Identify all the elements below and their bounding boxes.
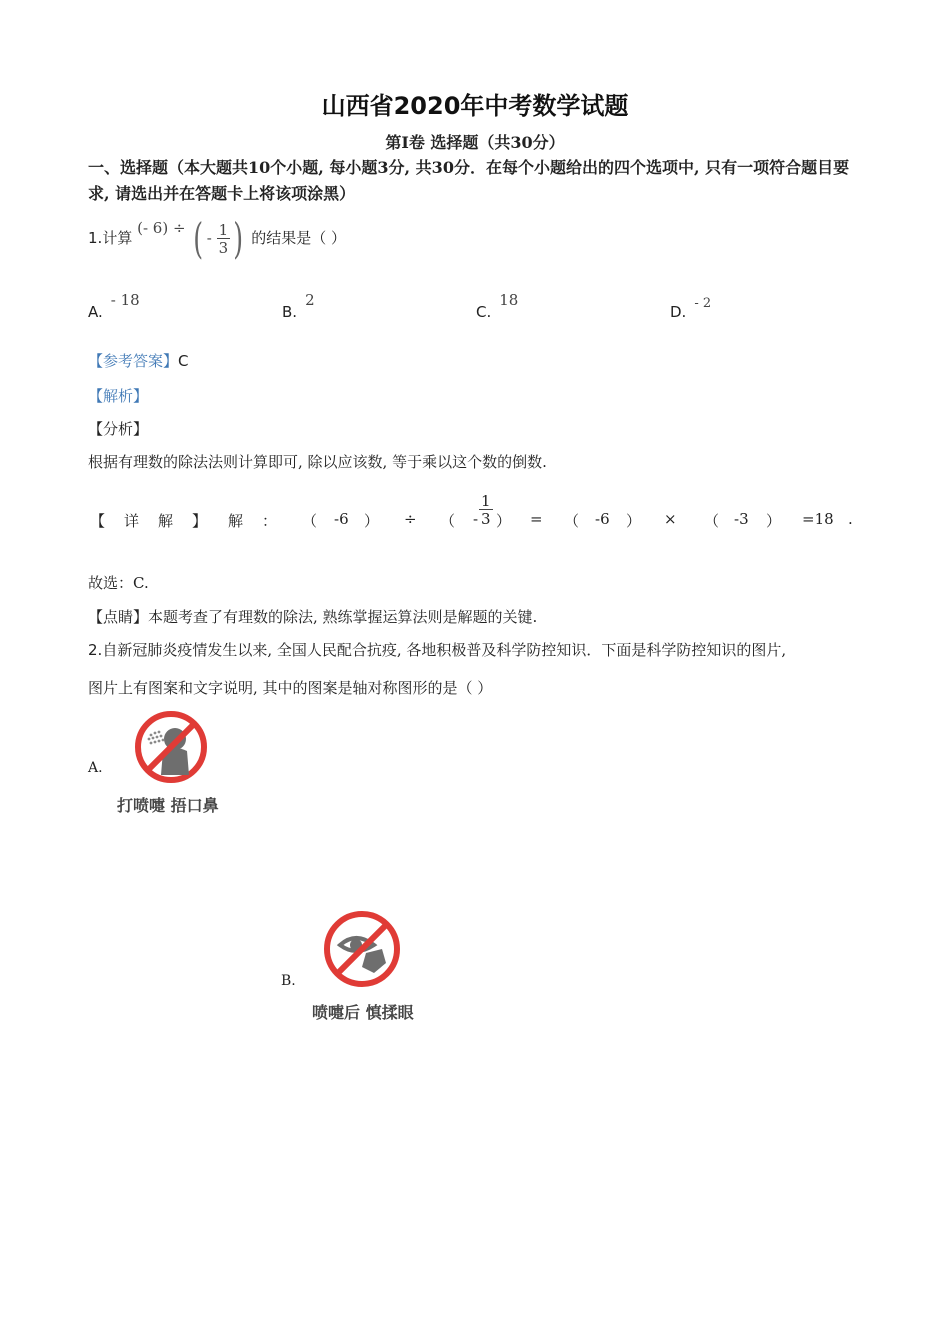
option-value: 18 bbox=[499, 291, 519, 309]
detail-dot: . bbox=[848, 510, 853, 528]
comment-line bbox=[88, 606, 537, 627]
divide-sign: ÷ bbox=[404, 510, 417, 528]
detail-minus: - bbox=[473, 510, 479, 528]
q2-option-b-caption: 喷嚏后 慎揉眼 bbox=[312, 1003, 414, 1022]
fenxi-label: 【分析】 bbox=[88, 420, 149, 438]
question-suffix: 的结果是（ ） bbox=[251, 229, 347, 247]
paren: （ bbox=[440, 512, 456, 530]
paren: ） bbox=[766, 512, 782, 530]
q2-option-a-label: A. bbox=[88, 760, 103, 776]
question-number: 1. bbox=[88, 229, 103, 247]
fraction-denominator: 3 bbox=[481, 510, 491, 528]
detail-value: -6 bbox=[334, 510, 349, 528]
conclusion: 故选：C. bbox=[88, 574, 149, 592]
paren: （ bbox=[564, 512, 580, 530]
detail-char: 解 bbox=[228, 512, 244, 530]
equals-sign: = bbox=[530, 510, 543, 528]
option-value: - 18 bbox=[110, 291, 140, 309]
detail-colon: ： bbox=[262, 512, 278, 530]
comment-label: 【点睛】 bbox=[88, 608, 149, 626]
answer-label: 【参考答案】 bbox=[88, 352, 179, 370]
left-paren: ( bbox=[193, 214, 204, 263]
question-number: 2. bbox=[88, 641, 103, 659]
analysis-label: 【解析】 bbox=[88, 387, 149, 405]
option-value: 2 bbox=[305, 291, 315, 309]
q2-option-a-caption: 打喷嚏 捂口鼻 bbox=[117, 796, 219, 815]
option-value: - 2 bbox=[694, 296, 712, 311]
expression-minus: - bbox=[206, 229, 212, 247]
option-label: D. bbox=[670, 303, 687, 321]
detail-value: -6 bbox=[595, 510, 610, 528]
question-text: 计算 bbox=[102, 229, 133, 247]
option-d bbox=[670, 296, 712, 321]
paren: ） bbox=[364, 512, 380, 530]
detail-result: =18 bbox=[802, 510, 834, 528]
option-a bbox=[88, 291, 140, 321]
no-rub-eyes-icon bbox=[322, 909, 402, 989]
paren: ） bbox=[496, 512, 512, 530]
option-label: C. bbox=[476, 303, 492, 321]
detail-value: -3 bbox=[734, 510, 749, 528]
question-2 bbox=[88, 639, 786, 660]
q2-option-b-label: B. bbox=[281, 973, 296, 989]
paren: （ bbox=[302, 512, 318, 530]
expression-left: (- 6) ÷ bbox=[137, 219, 186, 237]
question-1 bbox=[88, 214, 347, 263]
times-sign: × bbox=[664, 510, 677, 528]
page-title: 山西省2020年中考数学试题 bbox=[321, 92, 629, 120]
paren: （ bbox=[704, 512, 720, 530]
question-2-line2: 图片上有图案和文字说明, 其中的图案是轴对称图形的是（ ） bbox=[88, 679, 493, 697]
q2-option-a-image bbox=[133, 709, 209, 789]
fraction-denominator: 3 bbox=[218, 238, 229, 257]
fenxi-text: 根据有理数的除法法则计算即可, 除以应该数, 等于乘以这个数的倒数. bbox=[88, 453, 547, 471]
comment-text: 本题考查了有理数的除法, 熟练掌握运算法则是解题的关键. bbox=[148, 608, 538, 626]
option-label: A. bbox=[88, 303, 103, 321]
section-subtitle: 第I卷 选择题（共30分） bbox=[385, 133, 565, 152]
bracket-open: 【 bbox=[90, 512, 106, 530]
answer-line bbox=[88, 350, 189, 371]
detail-char: 解 bbox=[158, 512, 174, 530]
detail-fraction bbox=[479, 494, 493, 527]
fraction-numerator: 1 bbox=[218, 220, 229, 239]
option-c bbox=[476, 291, 519, 321]
fraction-numerator: 1 bbox=[481, 492, 491, 510]
bracket-close: 】 bbox=[192, 512, 208, 530]
no-sneeze-icon bbox=[133, 709, 209, 785]
option-label: B. bbox=[282, 303, 298, 321]
right-paren: ) bbox=[233, 214, 244, 263]
question-text: 自新冠肺炎疫情发生以来, 全国人民配合抗疫, 各地积极普及科学防控知识．下面是科学防控知识的图片, bbox=[102, 641, 787, 659]
detail-char: 详 bbox=[124, 512, 140, 530]
paren: ） bbox=[626, 512, 642, 530]
fraction bbox=[217, 220, 231, 257]
q2-option-b-image bbox=[322, 909, 402, 993]
section-instructions: 一、选择题（本大题共10个小题, 每小题3分, 共30分．在每个小题给出的四个选项中, 只有一项符合题目要求, 请选出并在答题卡上将该项涂黑） bbox=[88, 158, 850, 203]
answer-value: C bbox=[178, 352, 189, 370]
option-b bbox=[282, 291, 315, 321]
